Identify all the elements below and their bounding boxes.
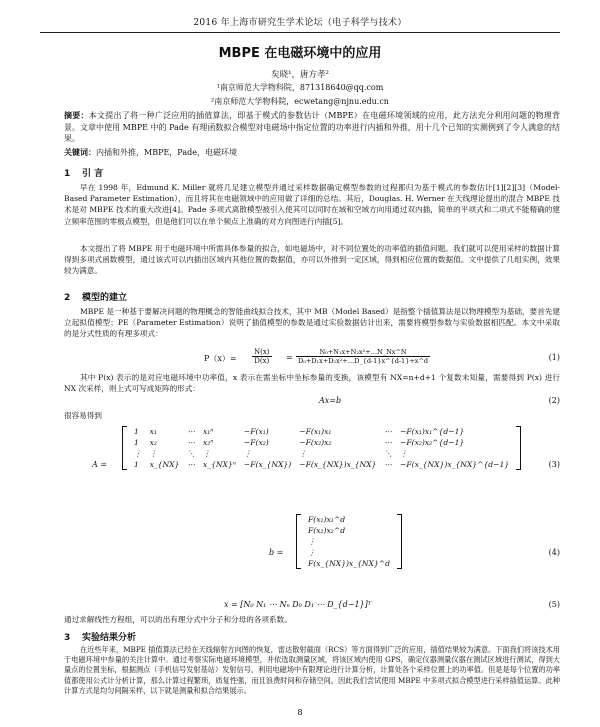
matrix-a-cell: −F(x_{NX}): [243, 460, 292, 469]
vector-b-table: [304, 514, 394, 569]
matrix-a-cell: −F(x₂): [243, 438, 269, 447]
equation-3: [64, 424, 560, 512]
paper-title: MBPE 在电磁环境中的应用: [218, 46, 382, 61]
matrix-a-cell: x₂: [149, 438, 157, 447]
vector-b-row: [304, 536, 394, 547]
keywords-label: 关键词：: [64, 148, 96, 157]
section-1-paragraph-1: 早在 1998 年，Edmund K. Miller 就将几足建立模型并通过采样数据确定模型参数的过程都归为基于模式的参数估计[1][2][3]（Model-Based Parameter Estimation），而且将其在电磁领域中的应用做了详细的总结。其后，Douglas. H. Werner 在天线理论提出的混合 MBPE 技术是对 MBPE 技术的重大改进[4]。Pade 多项式离散模型被引入使其可以同时在域和空域方向用通过双内插，简单的平项式和二项式不能精确的建立频率范围的零极点模型，但是他们可以在单个频点上准确的对方向图进行内插[5]。: [64, 183, 560, 226]
section-number: 1: [64, 169, 71, 179]
matrix-a-cell: ⋮: [243, 449, 252, 458]
vector-b-cell: F(x_{NX})x_{NX}^d: [308, 559, 391, 568]
matrix-a-row: [130, 437, 513, 448]
author-line: 矣晓¹，唐方孝²: [271, 70, 329, 80]
matrix-a-cell: ⋮: [134, 449, 142, 458]
equation-number: (3): [548, 460, 560, 469]
vector-b-row: [304, 558, 394, 569]
equation-number: (5): [548, 600, 560, 609]
eq1-explanation: 其中 P(x) 表示的是对应电磁环境中功率值，x 表示在需坐标中坐标参量的变换，该模型有 NX=n+d+1 个复数未知量，需要得到 P(x) 进行 NX 次采样，则上式可写成矩阵的形式：: [64, 373, 560, 394]
matrix-a-cell: ⋯: [384, 427, 392, 436]
matrix-a-table: [130, 426, 513, 470]
matrix-a-cell: ⋮: [149, 449, 158, 458]
equation-4: [64, 514, 560, 596]
section-heading-2: [64, 290, 127, 303]
abstract: [64, 110, 560, 145]
vector-b-cell: F(x₂)x₂^d: [308, 526, 346, 535]
abstract-text: 本文提出了将一种广泛应用的插值算法，即基于模式的参数估计（MBPE）在电磁环境领域的应用，此方法充分利用问题的物理背景。文章中使用 MBPE 中的 Pade 有理函数拟合模型对电磁场中指定位置的功率进行内插和外推，用十几个已知的实测例到了令人满意的结果。: [64, 111, 560, 143]
vector-b: [296, 514, 402, 569]
vector-b-label: b =: [269, 548, 284, 557]
section-2-paragraph-1: MBPE 是一种基于要解决问题的物理概念的智能曲线拟合技术，其中 MB（Model Based）是指整个插值算法是以物理模型为基础，要首先建立起拟值模型；PE（Parameter Estimation）说明了插值模型的参数是通过实验数据估计出来，需要将模型参数与实验数据相匹配。本文中采取的是分式性质的有理多项式：: [64, 307, 560, 339]
matrix-a-cell: ⋯: [187, 427, 195, 436]
eq5-explanation: 通过求解线性方程组，可以的出有理分式中分子和分母的各项系数。: [64, 615, 292, 624]
vector-right-bracket: [397, 514, 402, 569]
eq1-denominator: D(x): [254, 357, 270, 365]
section-heading-3: [64, 630, 136, 643]
matrix-a-cell: ⋮: [202, 449, 211, 458]
equation-1: P（x）= $\frac{N(x)}{D(x)}$ = $\frac{\text{N₀+N₁x+N₂x²+…N\_Nx\textasciicircum{}N}}{\text{D₀+D₁x+D₂x²+…D\_\{d-1\}x\textasciicircum{}\{d-1\}+x\textasciicircum{}d}}$ (1): [204, 348, 560, 365]
matrix-a-cell: 1: [134, 438, 139, 447]
matrix-a-cell: −F(x₂)x₂: [299, 438, 332, 447]
eq1-expanded-numerator: N₀+N₁x+N₂x²+…N_Nx^N: [296, 348, 430, 357]
matrix-a-row: [130, 448, 513, 459]
abstract-label: 摘要：: [64, 111, 89, 120]
matrix-a-cell: 1: [134, 460, 139, 469]
matrix-a-cell: x₁: [149, 427, 157, 436]
eq1-numerator: N(x): [254, 348, 270, 356]
vector-b-row: [304, 514, 394, 525]
eq1-expanded: [296, 348, 430, 365]
matrix-a-label: A =: [92, 460, 108, 469]
matrix-a-cell: −F(x₂)x₂^{d−1}: [399, 438, 465, 447]
matrix-a-cell: ⋯: [187, 460, 195, 469]
matrix-a-cell: −F(x₁): [243, 427, 269, 436]
eq2-body: Ax=b: [319, 396, 342, 405]
matrix-a: [122, 426, 521, 470]
vector-b-cell: F(x₁)x₁^d: [308, 515, 346, 524]
matrix-left-bracket: [122, 426, 127, 470]
affiliation-1: ¹南京师范大学物科院，871318640@qq.com: [216, 83, 384, 92]
matrix-a-cell: −F(x₁)x₁^{d−1}: [399, 427, 465, 436]
matrix-a-cell: x_{NX}: [149, 460, 180, 469]
matrix-a-row: [130, 426, 513, 437]
keywords: [64, 147, 560, 158]
keywords-text: 内插和外推，MBPE，Pade，电磁环境: [96, 148, 237, 157]
matrix-a-cell: 1: [134, 427, 139, 436]
section-heading-1: [64, 166, 103, 179]
matrix-a-cell: ⋯: [384, 460, 392, 469]
equation-number: (2): [548, 396, 560, 405]
eq1-expanded-denominator: D₀+D₁x+D₂x²+…D_{d-1}x^{d-1}+x^d: [298, 357, 429, 365]
eq1-lhs: P（x）=: [204, 354, 237, 363]
matrix-a-cell: x₂ⁿ: [202, 438, 214, 447]
section-title: 实验结果分析: [82, 633, 137, 643]
affiliation-2: ²南京师范大学物科院，ecwetang@njnu.edu.cn: [211, 97, 389, 106]
section-3-paragraph-1: 在近些年来，MBPE 插值算法已经在天线辐射方向图的恢复，雷达散射截面（RCS）等方面得到广泛的应用，插值结果较为满意。下面我们将该技术用于电磁环境中参量的关注计算中。通过考察实际电磁环境模型，并依选取测量区域，将该区域内使用 GPS，确定仪器测量仪器在测试区域进行测试，得到大量点的位置坐标，根据测点（手机信号发射基站）发射信号，利用电磁场中有限理论进行计算分析，计算处各个采样位置上的功率值。但是是每个位置的功率值都使用公式计分析计算，那么计算过程繁琐，质复性强，而且浪费时间和存储空间。因此我们尝试使用 MBPE 中多项式拟合模型进行采样插值运算。此种计算方式是均匀间隔采样，以下就是测量和拟合结果展示。: [64, 645, 560, 695]
vector-b-row: [304, 547, 394, 558]
matrix-a-cell: −F(x₁)x₁: [299, 427, 332, 436]
section-title: 模型的建立: [82, 293, 128, 303]
matrix-a-cell: ⋯: [187, 438, 195, 447]
matrix-a-cell: −F(x_{NX})x_{NX}: [299, 460, 377, 469]
page-number: 8: [297, 708, 303, 717]
vector-b-cell: ⋮: [308, 537, 316, 546]
equation-number: (4): [548, 548, 560, 557]
vector-b-row: [304, 525, 394, 536]
matrix-a-cell: x_{NX}ⁿ: [202, 460, 236, 469]
matrix-a-cell: ⋯: [384, 438, 392, 447]
where-text: 很容易得到: [64, 411, 102, 420]
vector-left-bracket: [296, 514, 301, 569]
equation-number: (1): [548, 353, 560, 362]
matrix-a-cell: ⋮: [399, 449, 408, 458]
matrix-a-cell: ⋱: [384, 449, 392, 458]
matrix-a-cell: x₁ⁿ: [202, 427, 214, 436]
section-number: 2: [64, 293, 71, 303]
vector-b-cell: ⋮: [308, 548, 316, 557]
matrix-a-cell: −F(x_{NX})x_{NX}^{d−1}: [399, 460, 510, 469]
matrix-a-cell: ⋮: [299, 449, 307, 458]
section-title: 引 言: [82, 169, 104, 179]
matrix-right-bracket: [516, 426, 521, 470]
matrix-a-row: [130, 459, 513, 470]
running-header: 2016 年上海市研究生学术论坛（电子科学与技术）: [40, 15, 560, 33]
section-number: 3: [64, 633, 71, 643]
eq1-fraction: [252, 348, 272, 365]
section-1-paragraph-2: 本文提出了将 MBPE 用于电磁环境中所需具体参量的拟合，如电磁场中，对不同位置处的功率值的插值问题。我们就可以使用采样的数据计算得到多项式函数模型，通过该式可以内插出区域内其他位置的数据值，亦可以外推到一定区域，得到相应位置的数据值。文中提供了几组实例，效果较为满意。: [64, 244, 560, 276]
matrix-a-cell: ⋱: [187, 449, 195, 458]
eq5-body: x = [N₀ N₁ ⋯ Nₙ D₀ D₁ ⋯ D_{d−1}]ᵀ: [224, 600, 372, 609]
